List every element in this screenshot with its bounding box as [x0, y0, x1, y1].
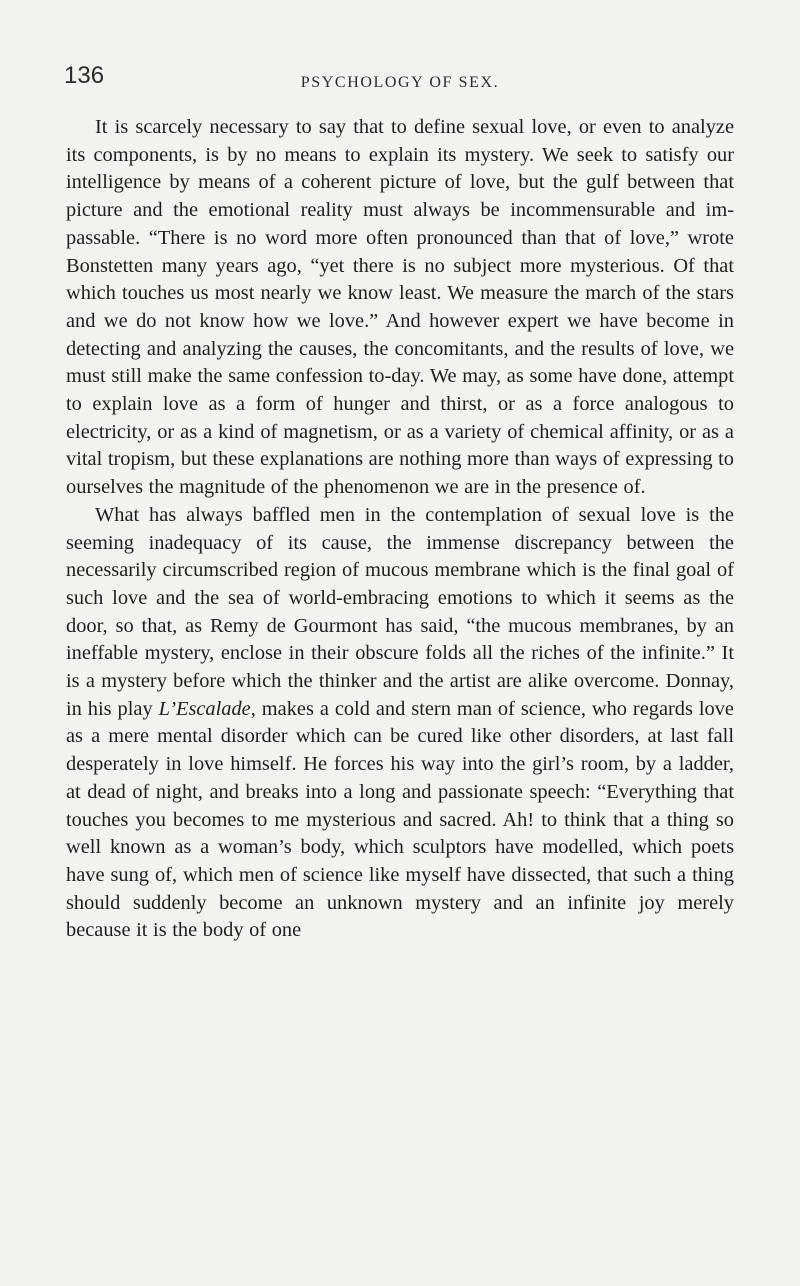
paragraph-2 — [66, 502, 734, 945]
play-title: L’Escalade, — [158, 697, 256, 720]
paragraph-1: It is scarcely necessary to say that to define sexual love, or even to analyze its components, is by no means to explain its mystery. We seek to satisfy our intelligence by means of a coherent picture of love, but the gulf between that picture and the emotional reality must always be incommensurable and impassable. “There is no word more often pronounced than that of love,” wrote Bonstetten many years ago, “yet there is no subject more mysterious. Of that which touches us most nearly we know least. We measure the march of the stars and we do not know how we love.” And however expert we have become in detecting and analyzing the causes, the concomitants, and the results of love, we must still make the same confession to-day. We may, as some have done, attempt to explain love as a form of hunger and thirst, or as a force analogous to electricity, or as a kind of magnetism, or as a variety of chemical affinity, or as a vital tropism, but these explanations are nothing more than ways of expressing to ourselves the magnitude of the phenomenon we are in the presence of. — [66, 116, 734, 499]
paragraph-2-start: What has always baffled men in the contemplation of sexual love is the seeming inadequacy of its cause, the immense discrepancy between the necessarily circumscribed region of mucous membrane which is the final goal of such love and the sea of world-embracing emotions to which it seems as the door, so that, as Remy de Gourmont has said, “the mucous membranes, by an ineffable mystery, enclose in their obscure folds all the riches of the infinite.” It is a mystery before which the thinker and the artist are alike overcome. Donnay, in his play — [66, 503, 734, 720]
page-number: 136 — [64, 62, 105, 89]
paragraph-2-end: makes a cold and stern man of science, who regards love as a mere mental disorder which can be cured like other disorders, at last fall desperately in love himself. He forces his way into the girl’s room, by a ladder, at dead of night, and breaks into a long and passionate speech: “Everything that touches you becomes to me mysterious and sacred. Ah! to think that a thing so well known as a woman’s body, which sculptors have modelled, which poets have sung of, which men of science like myself have dissected, that such a thing should suddenly become an unknown mystery and an infinite joy merely because it is the body of one — [66, 697, 734, 942]
running-head: PSYCHOLOGY OF SEX. — [300, 74, 500, 91]
body-text — [66, 114, 734, 945]
